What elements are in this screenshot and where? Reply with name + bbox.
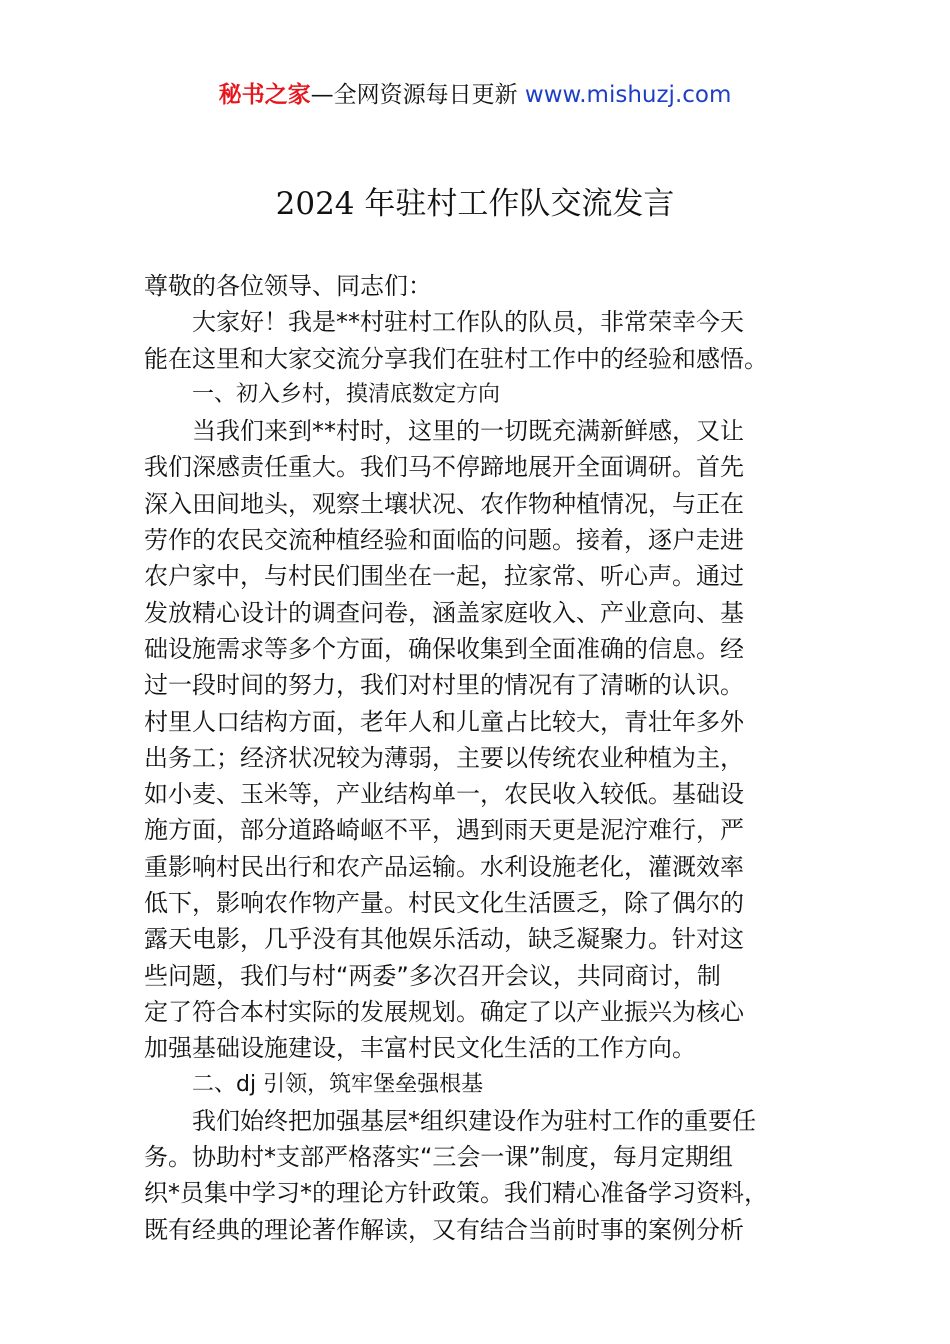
salutation-line: 尊敬的各位领导、同志们： (144, 272, 432, 300)
paragraph-line: 础设施需求等多个方面，确保收集到全面准确的信息。经 (144, 634, 744, 663)
paragraph-line: 发放精心设计的调查问卷，涵盖家庭收入、产业意向、基 (144, 598, 744, 627)
paragraph-line: 定了符合本村实际的发展规划。确定了以产业振兴为核心 (144, 997, 744, 1026)
paragraph-line: 我们深感责任重大。我们马不停蹄地展开全面调研。首先 (144, 453, 744, 482)
paragraph-line: 村里人口结构方面，老年人和儿童占比较大，青壮年多外 (144, 707, 744, 736)
paragraph-line: 织*员集中学习*的理论方针政策。我们精心准备学习资料， (144, 1179, 768, 1208)
paragraph-line: 出务工；经济状况较为薄弱，主要以传统农业种植为主， (144, 743, 744, 772)
paragraph-line: 既有经典的理论著作解读，又有结合当前时事的案例分析 (144, 1215, 744, 1244)
section-heading: 一、初入乡村，摸清底数定方向 (192, 381, 501, 407)
header-tagline: —全网资源每日更新 (310, 82, 525, 108)
section-heading: 二、dj 引领，筑牢堡垒强根基 (192, 1071, 484, 1097)
document-title: 2024 年驻村工作队交流发言 (275, 186, 675, 222)
paragraph-line: 些问题，我们与村“两委”多次召开会议，共同商讨，制 (144, 961, 721, 990)
paragraph-line: 大家好！我是**村驻村工作队的队员，非常荣幸今天 (192, 308, 744, 337)
site-url-link[interactable]: www.mishuzj.com (524, 82, 732, 108)
paragraph-line: 劳作的农民交流种植经验和面临的问题。接着，逐户走进 (144, 526, 744, 555)
brand-name[interactable]: 秘书之家 (218, 82, 311, 108)
paragraph-line: 深入田间地头，观察土壤状况、农作物种植情况，与正在 (144, 489, 744, 518)
paragraph-line: 施方面，部分道路崎岖不平，遇到雨天更是泥泞难行，严 (144, 816, 744, 845)
paragraph-line: 如小麦、玉米等，产业结构单一，农民收入较低。基础设 (144, 780, 744, 809)
paragraph-line: 过一段时间的努力，我们对村里的情况有了清晰的认识。 (144, 671, 744, 700)
paragraph-line: 低下，影响农作物产量。村民文化生活匮乏，除了偶尔的 (144, 889, 744, 918)
paragraph-line: 重影响村民出行和农产品运输。水利设施老化，灌溉效率 (144, 852, 744, 881)
paragraph-line: 当我们来到**村时，这里的一切既充满新鲜感，又让 (192, 417, 744, 446)
document-body (144, 268, 814, 1248)
paragraph-line: 农户家中，与村民们围坐在一起，拉家常、听心声。通过 (144, 562, 744, 591)
paragraph-line: 露天电影，几乎没有其他娱乐活动，缺乏凝聚力。针对这 (144, 925, 744, 954)
site-header (0, 78, 950, 112)
paragraph-line: 我们始终把加强基层*组织建设作为驻村工作的重要任 (192, 1106, 756, 1135)
paragraph-line: 务。协助村*支部严格落实“三会一课”制度，每月定期组 (144, 1143, 733, 1172)
paragraph-line: 能在这里和大家交流分享我们在驻村工作中的经验和感悟。 (144, 344, 768, 373)
paragraph-line: 加强基础设施建设，丰富村民文化生活的工作方向。 (144, 1034, 696, 1063)
